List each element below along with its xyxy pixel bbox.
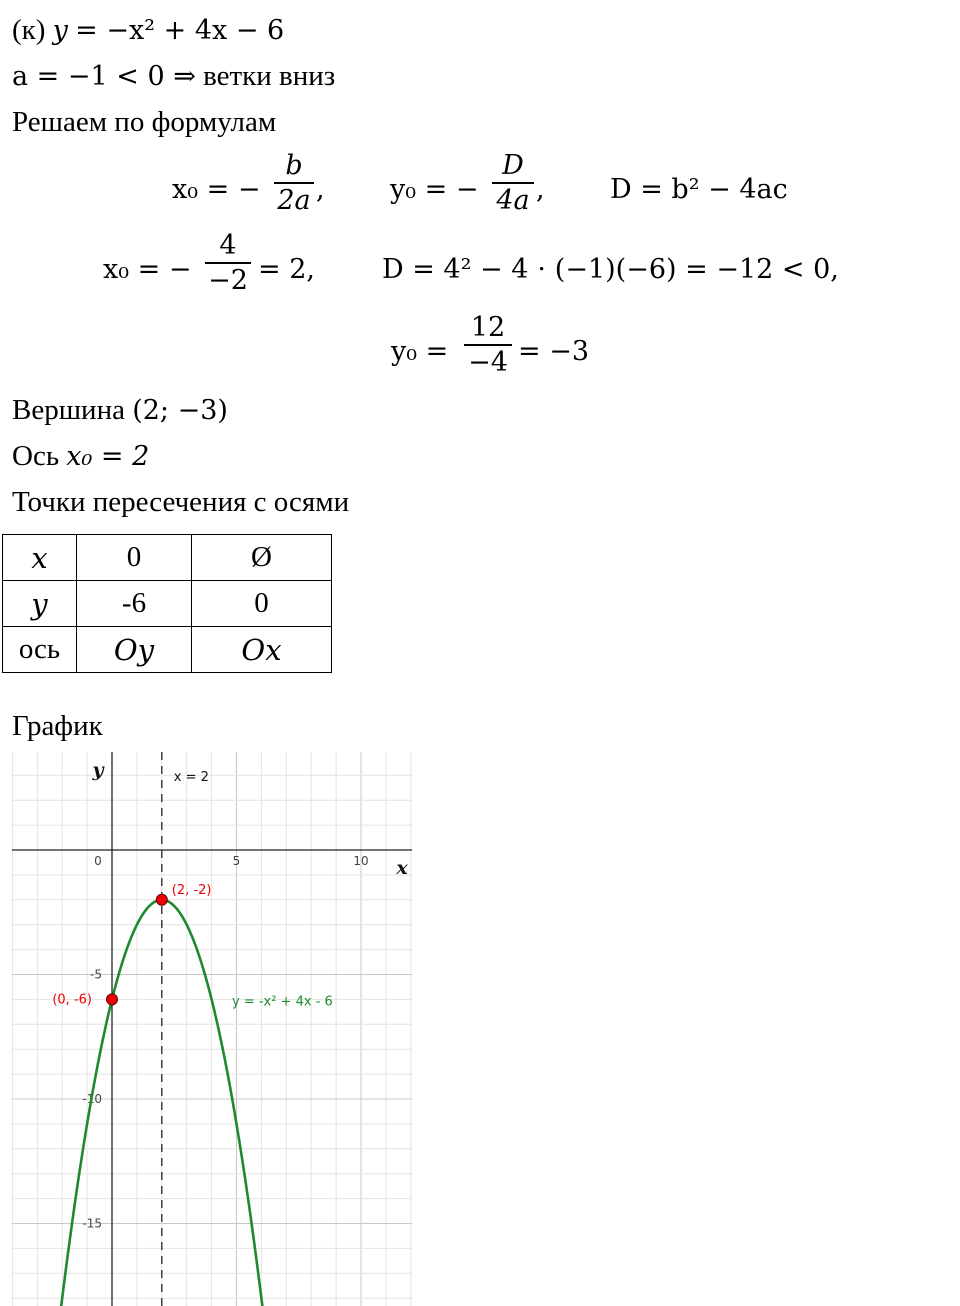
table-row	[3, 581, 332, 627]
x0-value-numerator: 4	[219, 230, 237, 261]
y0-value-fraction	[464, 312, 512, 378]
table-cell: Ox	[192, 627, 332, 673]
y0-formula-numerator: D	[502, 150, 524, 181]
fraction-bar	[464, 344, 512, 346]
x-tick-label: 5	[232, 854, 241, 868]
x0-formula-lhs: x₀ = −	[172, 174, 261, 205]
curve-label: y = -x² + 4x - 6	[232, 994, 333, 1010]
table-cell: Oy	[77, 627, 192, 673]
y-tick-label: -15	[82, 1216, 102, 1231]
table-row	[3, 535, 332, 581]
y0-value-lhs: y₀ =	[391, 336, 449, 367]
discriminant-value: D = 4² − 4 ⋅ (−1)(−6) = −12 < 0,	[382, 254, 839, 285]
x0-formula-numerator: b	[285, 150, 303, 181]
x-tick-label: 0	[94, 854, 102, 868]
x0-formula-denominator: 2a	[277, 185, 311, 216]
equation-lhs: y	[52, 15, 68, 46]
y0-formula-lhs: y₀ = −	[390, 174, 479, 205]
problem-line	[12, 14, 284, 47]
x0-value-fraction	[205, 230, 251, 296]
axis-value: x₀ = 2	[66, 441, 150, 472]
coefficient-conclusion: ветки вниз	[203, 60, 336, 92]
axis-line	[12, 440, 149, 473]
vertex-point-label: (2, -2)	[171, 882, 212, 898]
x0-formula-fraction	[274, 150, 314, 216]
x0-value-rhs: = 2,	[258, 254, 315, 285]
table-cell: x	[3, 535, 77, 581]
coefficient-line	[12, 60, 335, 93]
x0-value-denominator: −2	[208, 265, 248, 296]
table-cell: Ø	[192, 535, 332, 581]
vertex-value: (2; −3)	[132, 395, 228, 426]
discriminant-formula: D = b² − 4ac	[610, 174, 788, 205]
y-tick-label: -5	[90, 967, 102, 982]
formulas-heading: Решаем по формулам	[12, 106, 277, 138]
vertex-line	[12, 394, 228, 427]
y0-value-rhs: = −3	[518, 336, 590, 367]
y0-value-numerator: 12	[470, 312, 506, 343]
table-cell: -6	[77, 581, 192, 627]
intercept-point	[107, 994, 118, 1005]
intersections-table	[2, 534, 332, 673]
comma: ,	[536, 174, 545, 205]
vertex-label: Вершина	[12, 394, 125, 426]
x-tick-label: 10	[353, 854, 369, 868]
axis-label: Ось	[12, 440, 60, 472]
vertical-line-label: x = 2	[173, 770, 209, 785]
y-tick-label: -10	[82, 1092, 102, 1106]
intercept-point-label: (0, -6)	[52, 992, 92, 1008]
y0-formula-denominator: 4a	[496, 185, 530, 216]
y0-value-denominator: −4	[468, 347, 508, 378]
problem-label: (к)	[12, 14, 46, 46]
table-cell: 0	[77, 535, 192, 581]
table-cell: ось	[3, 627, 77, 673]
vertex-point	[156, 894, 167, 905]
comma: ,	[316, 174, 325, 205]
graph-heading: График	[12, 710, 103, 742]
coefficient-expression: a = −1 < 0 ⇒	[12, 61, 196, 92]
table-cell: y	[3, 581, 77, 627]
equation-rhs: = −x² + 4x − 6	[75, 15, 285, 46]
y-axis-label: y	[92, 759, 104, 781]
function-graph	[0, 752, 420, 1306]
intersections-heading: Точки пересечения с осями	[12, 486, 350, 518]
x-axis-label: x	[396, 857, 408, 879]
fraction-bar	[274, 182, 314, 184]
table-cell: 0	[192, 581, 332, 627]
fraction-bar	[205, 262, 251, 264]
table-row	[3, 627, 332, 673]
x0-value-lhs: x₀ = −	[103, 254, 192, 285]
fraction-bar	[492, 182, 534, 184]
y0-formula-fraction	[492, 150, 534, 216]
